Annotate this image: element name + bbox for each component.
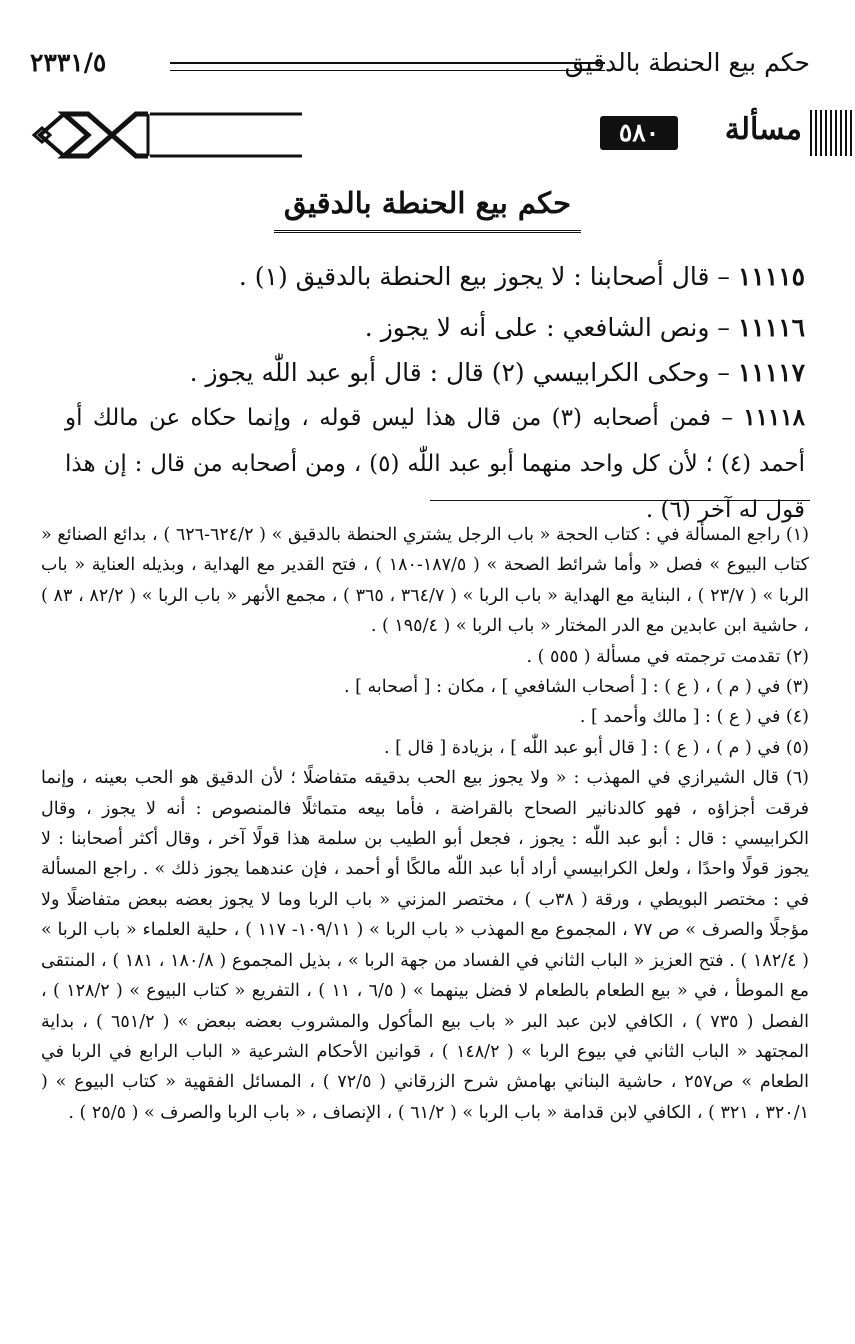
- paragraph-text: – فمن أصحابه (٣) من قال هذا ليس قوله ، وإنما حكاه عن مالك أو أحمد (٤) ؛ لأن كل واحد منهما أبو عبد اللّٰه (٥) ، ومن أصحابه من قال : إن هذا قول له آخر (٦) .: [65, 405, 805, 523]
- footnote-separator: [430, 500, 810, 501]
- page-reference: ٢٣٣١/٥: [30, 48, 107, 77]
- footnote-6: (٦) قال الشيرازي في المهذب : « ولا يجوز بيع الحب بدقيقه متفاضلًا ؛ لأن الدقيق هو الحب بعينه ، وإنما فرقت أجزاؤه ، فهو كالدنانير الصحاح بالقراضة ، فأما بيعه متماثلًا فالمنصوص : أنه لا يجوز ، وقال الكرابيسي : قال : أبو عبد اللّٰه : يجوز ، فجعل أبو الطيب بن سلمة هذا قولًا آخر ، وقال أكثر أصحابنا : لا يجوز قولًا واحدًا ، ولعل الكرابيسي أراد أبا عبد اللّٰه مالكًا أو أحمد ، فإن عندهما يجوز ذلك » . راجع المسألة في : مختصر البويطي ، ورقة ( ٣٨ب ) ، مختصر المزني « باب الربا وما لا يجوز بعضه ببعض متفاضلًا ولا مؤجلًا والصرف » ص ٧٧ ، المجموع مع المهذب « باب الربا » ( ١٠٩/١١- ١١٧ ) ، حلية العلماء « باب الربا » ( ١٨٢/٤ ) . فتح العزيز « الباب الثاني في الفساد من جهة الربا » ، بذيل المجموع ( ١٨٠/٨ ، ١٨١ ) ، المنتقى مع الموطأ ، في « بيع الطعام بالطعام لا فضل بينهما » ( ٦/٥ ، ١١ ) ، التفريع « كتاب البيوع » ( ١٢٨/٢ ) ، الفصل ( ٧٣٥ ) ، الكافي لابن عبد البر « باب بيع المأكول والمشروب بعضه ببعض » ( ٦٥١/٢ ) ، بداية المجتهد « الباب الثاني في بيوع الربا » ( ١٤٨/٢ ) ، قوانين الأحكام الشرعية « الباب الرابع في الربا في الطعام » ص٢٥٧ ، حاشية البناني بهامش شرح الزرقاني ( ٧٢/٥ ) ، المسائل الفقهية « كتاب البيوع » ( ٣٢٠/١ ، ٣٢١ ) ، الكافي لابن قدامة « باب الربا » ( ٦١/٢ ) ، الإنصاف ، « باب الربا والصرف » ( ٢٥/٥ ) .: [41, 768, 810, 1123]
- paragraph-11115: [65, 254, 805, 300]
- banner-bars-ornament: [810, 110, 855, 156]
- paragraph-text: – ونص الشافعي : على أنه لا يجوز .: [364, 313, 738, 342]
- section-title: [0, 186, 855, 233]
- section-title-text: حكم بيع الحنطة بالدقيق: [274, 186, 581, 233]
- paragraph-11116: [65, 305, 805, 351]
- masala-banner: [30, 104, 855, 166]
- paragraph-number: ١١١١٥: [737, 262, 805, 291]
- footnote-3: (٣) في ( م ) ، ( ع ) : [ أصحاب الشافعي ] ، مكان : [ أصحابه ] .: [344, 677, 809, 698]
- paragraph-text: – قال أصحابنا : لا يجوز بيع الحنطة بالدقيق (١) .: [238, 262, 738, 291]
- paragraph-11118: [65, 395, 805, 533]
- header-rule: [170, 62, 605, 71]
- masala-label: مسألة: [724, 112, 802, 147]
- masala-number: ٥٨٠: [600, 116, 678, 150]
- footnote-4: (٤) في ( ع ) : [ مالك وأحمد ] .: [579, 707, 809, 728]
- running-title: حكم بيع الحنطة بالدقيق: [564, 48, 810, 77]
- footnote-5: (٥) في ( م ) ، ( ع ) : [ قال أبو عبد اللّٰه ] ، بزيادة [ قال ] .: [383, 737, 809, 758]
- footnote-1: (١) راجع المسألة في : كتاب الحجة « باب الرجل يشتري الحنطة بالدقيق » ( ٦٢٤/٢-٦٢٦ ) ، بدائع الصنائع « كتاب البيوع » فصل « وأما شرائط الصحة » ( ١٨٧/٥-١٨٠ ) ، فتح القدير مع الهداية ، وبذيله العناية « باب الربا » ( ٢٣/٧ ) ، البناية مع الهداية « باب الربا » ( ٣٦٤/٧ ، ٣٦٥ ) ، مجمع الأنهر « باب الربا » ( ٨٢/٢ ، ٨٣ ) ، حاشية ابن عابدين مع الدر المختار « باب الربا » ( ١٩٥/٤ ) .: [41, 525, 809, 637]
- paragraph-number: ١١١١٨: [743, 404, 805, 431]
- footnote-2: (٢) تقدمت ترجمته في مسألة ( ٥٥٥ ) .: [526, 646, 809, 667]
- paragraph-11117: [65, 350, 805, 396]
- paragraph-number: ١١١١٧: [737, 358, 805, 387]
- banner-ornament: [30, 104, 302, 166]
- paragraph-text: – وحكى الكرابيسي (٢) قال : قال أبو عبد اللّٰه يجوز .: [189, 358, 738, 387]
- running-header: [30, 48, 810, 82]
- footnotes: [41, 520, 809, 1128]
- paragraph-number: ١١١١٦: [737, 313, 805, 342]
